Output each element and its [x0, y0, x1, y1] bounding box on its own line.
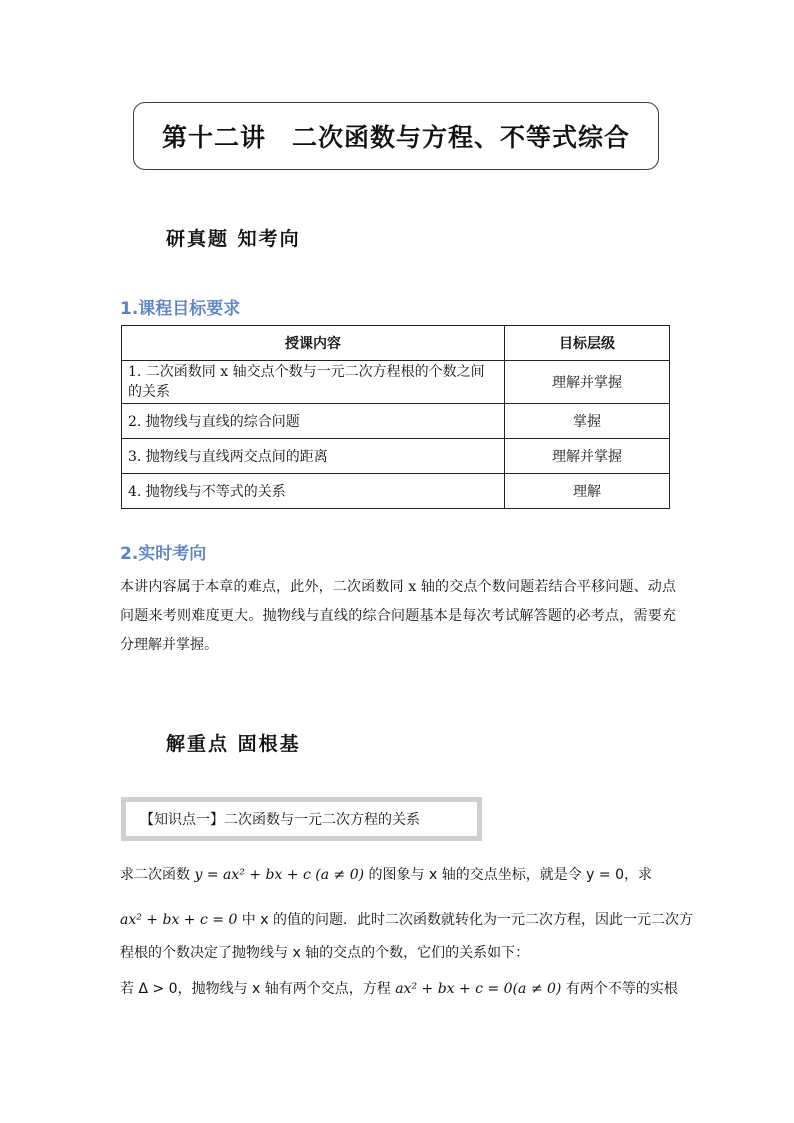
table-row: [122, 404, 670, 439]
line1-text-b: 的图象与 x 轴的交点坐标，就是令 y = 0，求: [364, 867, 652, 883]
line1-text-a: 求二次函数: [120, 867, 195, 883]
body-line-1: [120, 864, 680, 884]
body-line-2: [120, 909, 693, 929]
header-content: 授课内容: [122, 326, 505, 361]
row-level: 理解并掌握: [505, 439, 670, 474]
line4-text-a: 若 Δ > 0，抛物线与 x 轴有两个交点，方程: [120, 981, 396, 997]
row-level: 理解并掌握: [505, 361, 670, 404]
row-level: 掌握: [505, 404, 670, 439]
table-header-row: [122, 326, 670, 361]
row-content: 1. 二次函数同 x 轴交点个数与一元二次方程根的个数之间的关系: [122, 361, 505, 404]
goals-subtitle: 1.课程目标要求: [120, 299, 241, 319]
table-row: [122, 439, 670, 474]
line4-math: ax² + bx + c = 0(a ≠ 0): [395, 981, 562, 997]
body-line-3: 程根的个数决定了抛物线与 x 轴的交点的个数，它们的关系如下：: [120, 945, 530, 961]
exam-subtitle: 2.实时考向: [120, 544, 207, 564]
knowledge-point-text: 【知识点一】二次函数与一元二次方程的关系: [140, 812, 420, 828]
row-content: 3. 抛物线与直线两交点间的距离: [122, 439, 505, 474]
exam-paragraph: 本讲内容属于本章的难点，此外，二次函数同 x 轴的交点个数问题若结合平移问题、动点问题来考则难度更大。抛物线与直线的综合问题基本是每次考试解答题的必考点，需要充分理解并掌握。: [120, 579, 676, 653]
section-heading-research: 研真题 知考向: [166, 228, 301, 250]
goals-table: [121, 325, 670, 509]
section-heading-key-points: 解重点 固根基: [166, 733, 301, 755]
row-level: 理解: [505, 474, 670, 509]
table-row: [122, 361, 670, 404]
body-line-4: [120, 978, 680, 998]
line2-text: 中 x 的值的问题．此时二次函数就转化为一元二次方程，因此一元二次方: [237, 912, 693, 928]
line1-math: y = ax² + bx + c (a ≠ 0): [194, 867, 365, 883]
line2-math: ax² + bx + c = 0: [120, 912, 238, 928]
lecture-title: [133, 102, 659, 170]
line4-text-b: 有两个不等的实根: [561, 981, 678, 997]
row-content: 4. 抛物线与不等式的关系: [122, 474, 505, 509]
row-content: 2. 抛物线与直线的综合问题: [122, 404, 505, 439]
lecture-title-text: 第十二讲 二次函数与方程、不等式综合: [161, 123, 630, 152]
table-row: [122, 474, 670, 509]
header-level: 目标层级: [505, 326, 670, 361]
knowledge-point-label: [121, 797, 482, 841]
